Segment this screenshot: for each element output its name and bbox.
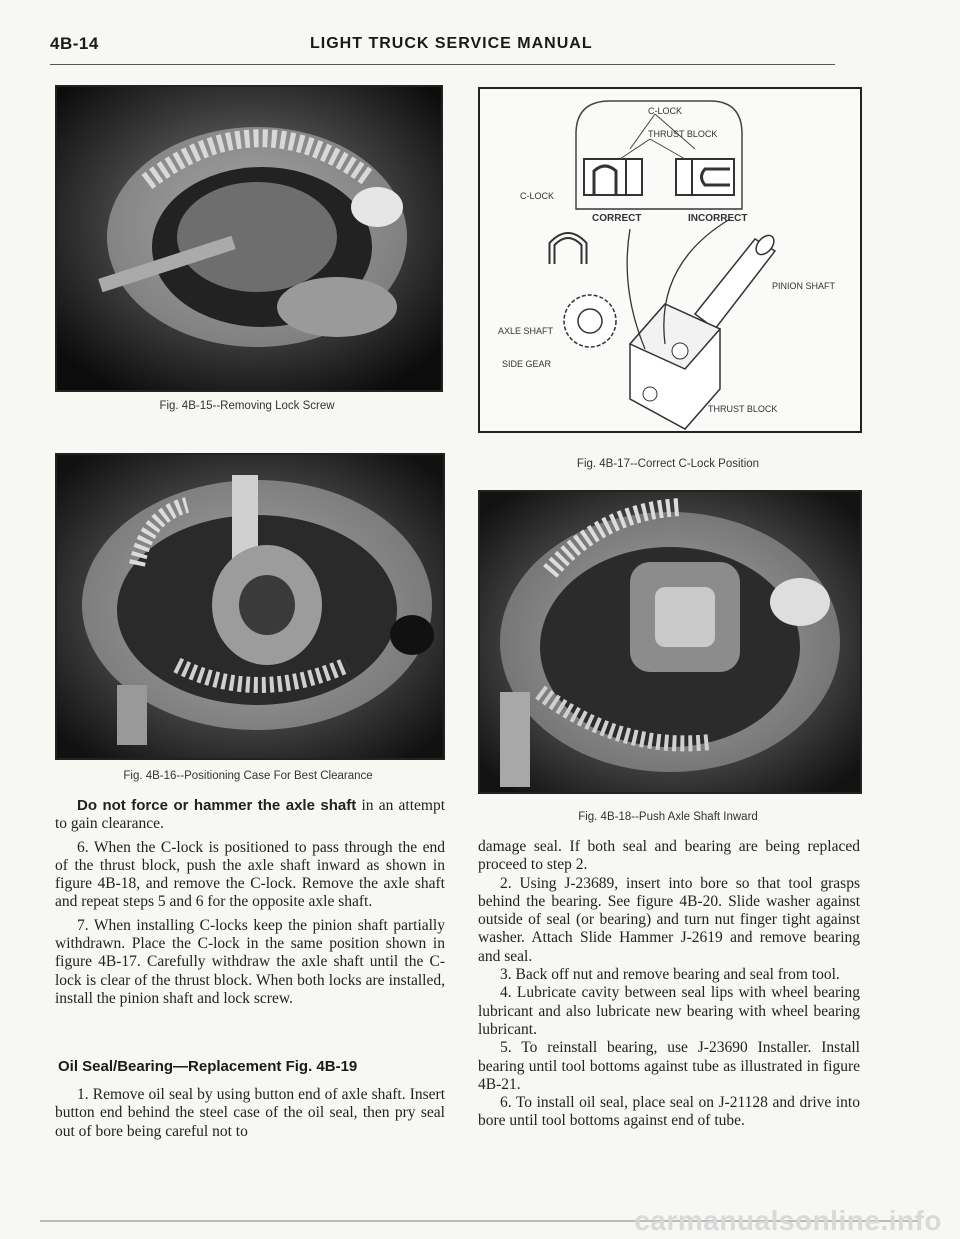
page-number: 4B-14	[50, 34, 99, 53]
warning-paragraph	[55, 797, 445, 834]
section-heading: Oil Seal/Bearing—Replacement Fig. 4B-19	[58, 1058, 358, 1075]
right-continuation: damage seal. If both seal and bearing are being replaced proceed to step 2.	[478, 838, 860, 874]
warning-rest: in an attempt to gain clearance.	[55, 797, 446, 833]
right-step-3: 3. Back off nut and remove bearing and seal from tool.	[500, 966, 840, 984]
right-step-2: 2. Using J-23689, insert into bore so that tool grasps behind the bearing. See figure 4B-20. Slide washer against outside of seal (or bearing) and turn nut finger tight against washer. Attach Slide Hammer J-2619 and remove bearing and seal.	[478, 874, 860, 965]
diagram-label-thrust-block-top: THRUST BLOCK	[648, 129, 718, 139]
fig-15-photo	[55, 85, 443, 392]
left-step-6: 6. When the C-lock is positioned to pass through the end of the thrust block, push the axle shaft inward as shown in figure 4B-18, and remove the C-lock. Remove the axle shaft and repeat steps 5 and 6 for the opposite axle shaft.	[55, 838, 445, 911]
diagram-label-incorrect: INCORRECT	[688, 213, 748, 224]
left-step-7: 7. When installing C-locks keep the pinion shaft partially withdrawn. Place the C-lock in the same position shown in figure 4B-17. Carefully withdraw the axle shaft until the C-lock is clear of the thrust block. When both locks are installed, install the pinion shaft and lock screw.	[55, 916, 445, 1007]
diagram-label-clock-top: C-LOCK	[648, 106, 683, 116]
diagram-label-clock-left: C-LOCK	[520, 191, 555, 201]
fig-15-caption: Fig. 4B-15--Removing Lock Screw	[159, 400, 335, 412]
fig-18-caption: Fig. 4B-18--Push Axle Shaft Inward	[578, 811, 758, 823]
right-step-4: 4. Lubricate cavity between seal lips with wheel bearing lubricant and also lubricate new bearing with wheel bearing lubricant.	[478, 984, 860, 1038]
diagram-label-axle-shaft: AXLE SHAFT	[498, 326, 554, 336]
diagram-label-side-gear: SIDE GEAR	[502, 359, 552, 369]
page-title: LIGHT TRUCK SERVICE MANUAL	[310, 35, 593, 52]
fig-17-diagram	[478, 87, 862, 433]
right-step-6: 6. To install oil seal, place seal on J-21128 and drive into bore until tool bottoms against end of tube.	[478, 1094, 860, 1130]
fig-16-caption: Fig. 4B-16--Positioning Case For Best Clearance	[123, 770, 373, 782]
header-rule	[50, 64, 835, 65]
right-step-5: 5. To reinstall bearing, use J-23690 Installer. Install bearing until tool bottoms against tube as illustrated in figure 4B-21.	[478, 1039, 860, 1093]
diagram-label-pinion-shaft: PINION SHAFT	[772, 281, 836, 291]
left-step-1-block	[55, 1086, 445, 1141]
fig-16-photo	[55, 453, 445, 760]
left-step-1: 1. Remove oil seal by using button end of axle shaft. Insert button end behind the steel case of the oil seal, then pry seal out of bore being careful not to	[55, 1086, 445, 1140]
fig-17-caption: Fig. 4B-17--Correct C-Lock Position	[576, 458, 760, 470]
right-column-text	[478, 838, 860, 1131]
warning-bold: Do not force or hammer the axle shaft	[77, 797, 357, 814]
diagram-label-correct: CORRECT	[592, 213, 642, 224]
diagram-label-thrust-block-bottom: THRUST BLOCK	[708, 404, 778, 414]
watermark: carmanualsonline.info	[634, 1205, 942, 1236]
left-column-text	[55, 797, 445, 1008]
fig-18-photo	[478, 490, 862, 794]
